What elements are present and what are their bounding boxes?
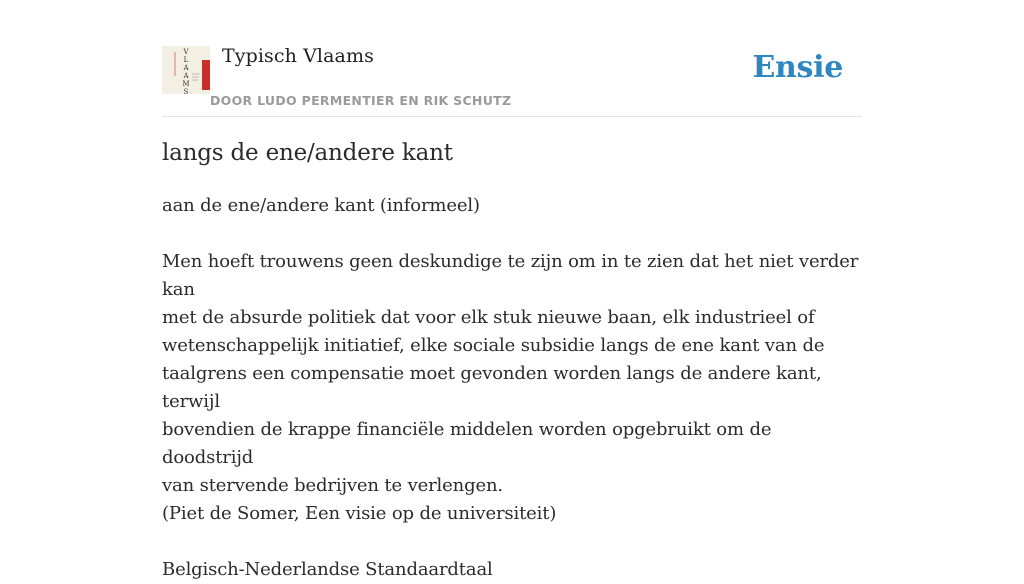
definition: aan de ene/andere kant (informeel): [162, 195, 480, 216]
publication-header: [162, 0, 862, 117]
category-label: Belgisch-Nederlandse Standaardtaal: [162, 559, 493, 580]
byline: DOOR LUDO PERMENTIER EN RIK SCHUTZ: [210, 93, 512, 108]
entry-content: [162, 192, 862, 584]
example-line: Men hoeft trouwens geen deskundige te zijn om in te zien dat het niet verder kan: [162, 251, 859, 300]
publication-title[interactable]: Typisch Vlaams: [222, 45, 374, 67]
entry-page: [162, 0, 862, 580]
vlaams-book-cover-icon[interactable]: [162, 46, 210, 94]
svg-text:M: M: [182, 80, 190, 88]
spacer: [162, 220, 862, 248]
example-line: van stervende bedrijven te verlengen.: [162, 475, 504, 496]
example-line: wetenschappelijk initiatief, elke sociale subsidie langs de ene kant van de: [162, 335, 825, 356]
svg-text:A: A: [183, 64, 189, 72]
example-line: taalgrens een compensatie moet gevonden worden langs de andere kant, terwijl: [162, 363, 822, 412]
spacer: [162, 528, 862, 556]
svg-text:S: S: [183, 88, 189, 96]
example-source: (Piet de Somer, Een visie op de universiteit): [162, 503, 557, 524]
entry-title: langs de ene/andere kant: [162, 140, 453, 166]
example-line: met de absurde politiek dat voor elk stuk nieuwe baan, elk industrieel of: [162, 307, 815, 328]
example-line: bovendien de krappe financiële middelen worden opgebruikt om de doodstrijd: [162, 419, 772, 468]
svg-text:L: L: [183, 56, 189, 64]
svg-text:A: A: [183, 72, 189, 80]
ensie-brand-logo[interactable]: Ensie: [752, 50, 843, 85]
svg-text:V: V: [183, 48, 189, 56]
